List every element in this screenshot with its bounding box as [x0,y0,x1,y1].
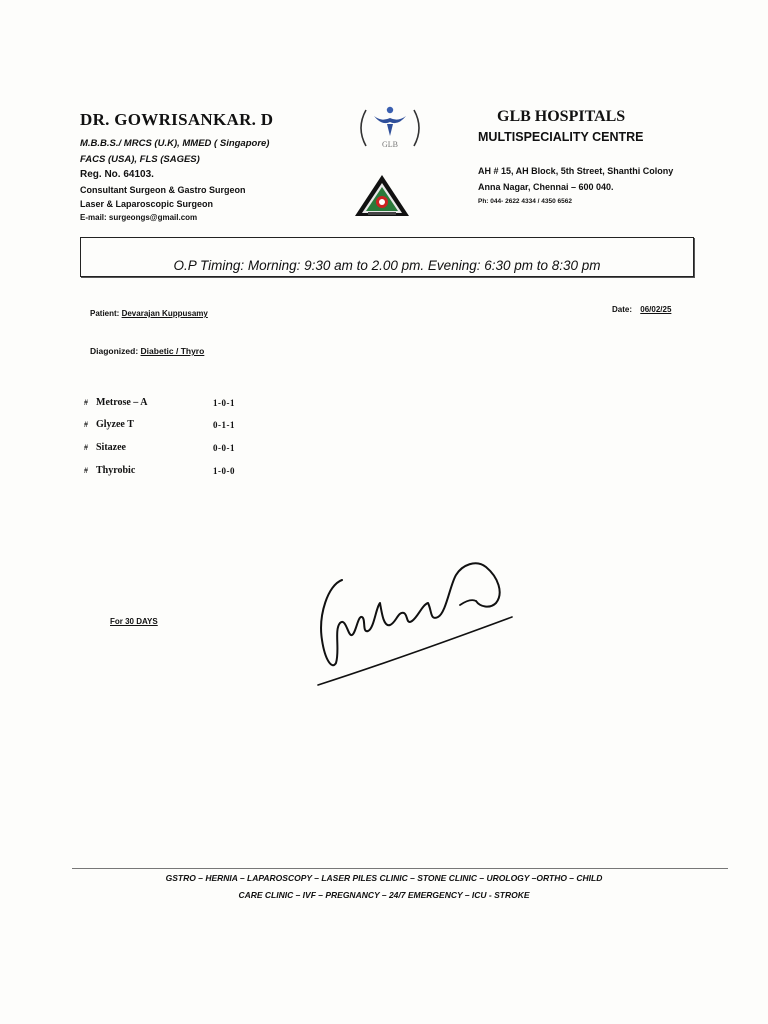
diagnosis-label: Diagonized: [90,346,139,356]
medication-name: Sitazee [96,442,126,453]
doctor-signature [300,545,530,695]
doctor-title-2: Laser & Laparoscopic Surgeon [80,199,214,209]
footer-services-1: GSTRO – HERNIA – LAPAROSCOPY – LASER PILES CLINIC – STONE CLINIC – UROLOGY –ORTHO – CHILD [165,873,603,883]
doctor-qualifications-2: FACS (USA), FLS (SAGES) [80,154,200,165]
hospital-subtitle: MULTISPECIALITY CENTRE [478,130,644,144]
hospital-phone: Ph: 044- 2622 4334 / 4350 6562 [478,198,572,205]
medication-bullet: # [84,466,88,475]
hospital-logo-icon [352,100,428,160]
footer-divider [72,868,728,869]
medication-item [84,465,135,476]
medication-name: Glyzee T [96,419,134,430]
doctor-email: E-mail: surgeongs@gmail.com [80,213,198,222]
date-label: Date: [612,305,633,314]
hospital-address-2: Anna Nagar, Chennai – 600 040. [478,182,614,192]
medication-dosage: 1-0-0 [213,466,235,476]
doctor-name: DR. GOWRISANKAR. D [80,110,274,129]
medication-item [84,397,147,408]
medication-bullet: # [84,398,88,407]
medication-dosage: 0-0-1 [213,443,235,453]
date-value: 06/02/25 [640,305,672,314]
medication-bullet: # [84,420,88,429]
hospital-logo-text: GLB [382,140,398,149]
diagnosis-value: Diabetic / Thyro [140,346,205,356]
medication-dosage: 0-1-1 [213,420,235,430]
doctor-reg-no: Reg. No. 64103. [80,169,154,180]
diagnosis-field [90,346,204,356]
date-field [612,305,671,314]
medication-bullet: # [84,443,88,452]
footer-services-2: CARE CLINIC – IVF – PREGNANCY – 24/7 EMERGENCY – ICU - STROKE [238,890,530,900]
doctor-title-1: Consultant Surgeon & Gastro Surgeon [80,185,246,195]
hospital-name: GLB HOSPITALS [497,108,626,125]
accreditation-seal-icon [352,172,412,220]
medication-item [84,442,126,453]
medication-item [84,419,134,430]
medication-name: Metrose – A [96,397,148,408]
patient-label: Patient: [90,309,120,318]
doctor-qualifications-1: M.B.B.S./ MRCS (U.K), MMED ( Singapore) [80,138,270,149]
duration-note: For 30 DAYS [110,617,158,626]
patient-field [90,309,208,318]
medication-dosage: 1-0-1 [213,398,235,408]
medication-name: Thyrobic [96,465,136,476]
hospital-address-1: AH # 15, AH Block, 5th Street, Shanthi Colony [478,166,674,176]
op-timing: O.P Timing: Morning: 9:30 am to 2.00 pm. Evening: 6:30 pm to 8:30 pm [173,258,601,273]
patient-name: Devarajan Kuppusamy [121,309,208,318]
